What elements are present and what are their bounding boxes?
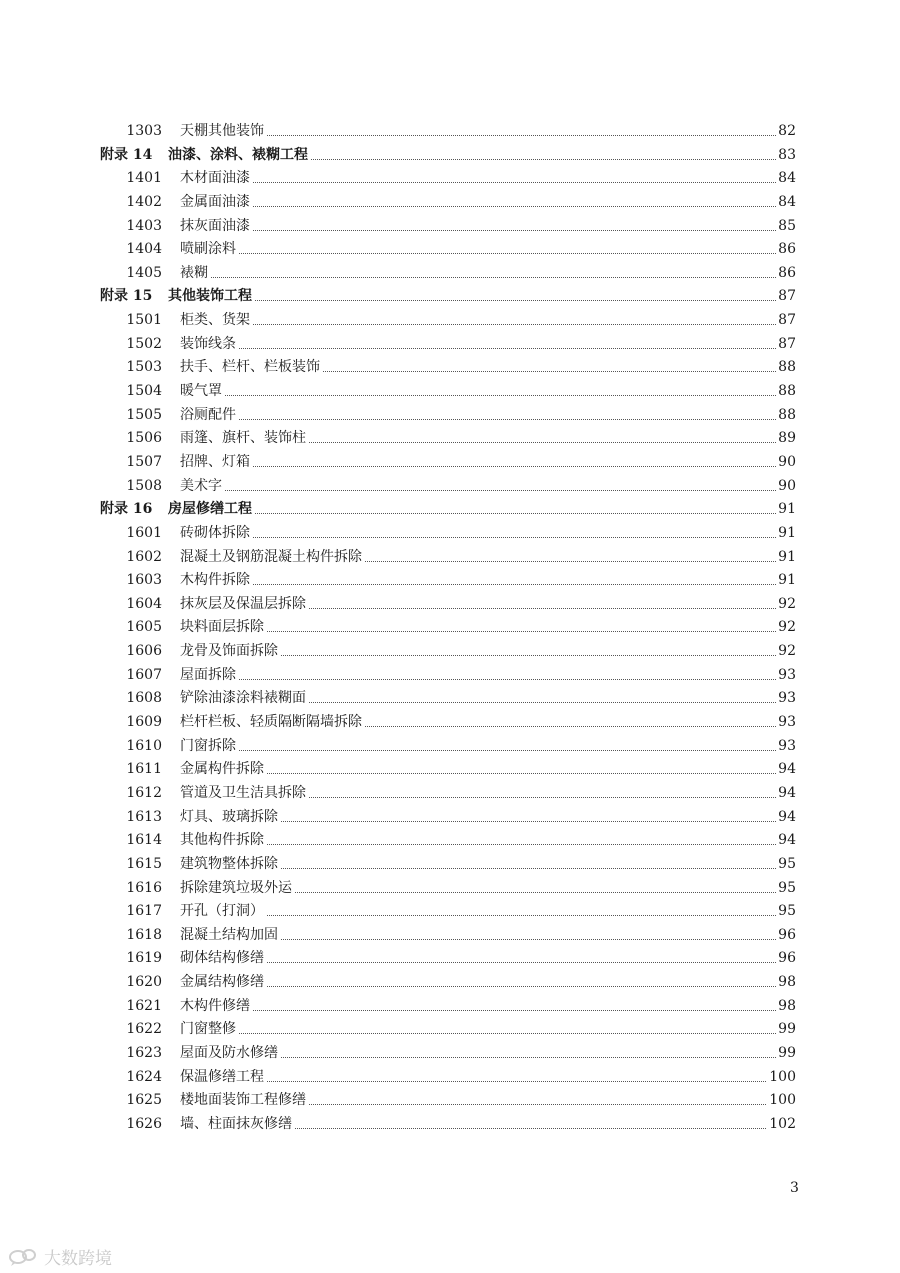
dot-leader [180, 490, 796, 491]
toc-entry-code: 1602 [126, 548, 162, 565]
toc-entry-code: 1621 [126, 997, 162, 1014]
toc-entry-code: 1401 [126, 170, 162, 187]
dot-leader [180, 206, 796, 207]
dot-leader [180, 1010, 796, 1011]
toc-entry-page: 96 [776, 947, 796, 971]
toc-entry-code: 1605 [126, 619, 162, 636]
toc-entry-title: 砖砌体拆除 [180, 522, 252, 546]
toc-entry-page: 95 [776, 900, 796, 924]
dot-leader [180, 537, 796, 538]
toc-entry-page: 94 [776, 782, 796, 806]
toc-entry-page: 86 [776, 262, 796, 286]
dot-leader [180, 135, 796, 136]
toc-entry-row[interactable] [0, 640, 900, 664]
toc-entry-title: 块料面层拆除 [180, 616, 266, 640]
dot-leader [180, 253, 796, 254]
dot-leader [180, 182, 796, 183]
toc-entry-page: 84 [776, 167, 796, 191]
toc-entry-title: 龙骨及饰面拆除 [180, 640, 280, 664]
toc-entry-code: 1619 [126, 950, 162, 967]
toc-entry-row[interactable] [0, 782, 900, 806]
toc-entry-title: 屋面及防水修缮 [180, 1042, 280, 1066]
toc-entry-title: 管道及卫生洁具拆除 [180, 782, 308, 806]
toc-entry-code: 1609 [126, 714, 162, 731]
dot-leader [180, 419, 796, 420]
toc-entry-row[interactable] [0, 475, 900, 499]
toc-entry-title: 金属构件拆除 [180, 758, 266, 782]
toc-entry-row[interactable] [0, 427, 900, 451]
toc-entry-code: 1405 [126, 264, 162, 281]
toc-entry-row[interactable] [0, 569, 900, 593]
toc-entry-page: 96 [776, 924, 796, 948]
toc-entry-page: 93 [776, 735, 796, 759]
toc-entry-title: 柜类、货架 [180, 309, 252, 333]
dot-leader [180, 1033, 796, 1034]
toc-entry-code: 1612 [126, 784, 162, 801]
toc-entry-title: 雨篷、旗杆、装饰柱 [180, 427, 308, 451]
toc-appendix-row[interactable] [0, 285, 900, 309]
toc-entry-page: 91 [776, 522, 796, 546]
toc-entry-row[interactable] [0, 191, 900, 215]
table-of-contents [0, 120, 900, 1137]
toc-entry-row[interactable] [0, 853, 900, 877]
toc-entry-page: 88 [776, 380, 796, 404]
toc-entry-code: 1625 [126, 1092, 162, 1109]
toc-entry-page: 93 [776, 711, 796, 735]
toc-entry-row[interactable] [0, 1018, 900, 1042]
toc-entry-code: 1601 [126, 524, 162, 541]
toc-entry-row[interactable] [0, 262, 900, 286]
dot-leader [180, 584, 796, 585]
toc-entry-title: 屋面拆除 [180, 664, 238, 688]
toc-entry-code: 1303 [126, 123, 162, 139]
toc-entry-row[interactable] [0, 380, 900, 404]
dot-leader [180, 679, 796, 680]
toc-entry-title: 拆除建筑垃圾外运 [180, 877, 294, 901]
toc-entry-title: 其他构件拆除 [180, 829, 266, 853]
dot-leader [180, 466, 796, 467]
dot-leader [180, 773, 796, 774]
toc-entry-title: 栏杆栏板、轻质隔断隔墙拆除 [180, 711, 364, 735]
toc-entry-page: 89 [776, 427, 796, 451]
toc-entry-code: 附录 15 [100, 288, 153, 305]
dot-leader [180, 348, 796, 349]
toc-entry-title: 喷刷涂料 [180, 238, 238, 262]
toc-entry-page: 88 [776, 356, 796, 380]
toc-entry-title: 金属结构修缮 [180, 971, 266, 995]
dot-leader [168, 513, 796, 514]
toc-entry-code: 1608 [126, 690, 162, 707]
toc-entry-page: 83 [776, 144, 796, 168]
toc-entry-row[interactable] [0, 758, 900, 782]
toc-appendix-row[interactable] [0, 498, 900, 522]
dot-leader [180, 962, 796, 963]
toc-entry-title: 门窗拆除 [180, 735, 238, 759]
toc-entry-row[interactable] [0, 451, 900, 475]
toc-entry-row[interactable] [0, 877, 900, 901]
toc-entry-row[interactable] [0, 664, 900, 688]
toc-entry-title: 抹灰面油漆 [180, 215, 252, 239]
toc-entry-title: 铲除油漆涂料裱糊面 [180, 687, 308, 711]
toc-entry-row[interactable] [0, 1042, 900, 1066]
toc-entry-row[interactable] [0, 711, 900, 735]
toc-entry-page: 87 [776, 309, 796, 333]
toc-entry-page: 94 [776, 806, 796, 830]
toc-entry-page: 87 [776, 333, 796, 357]
toc-entry-page: 100 [767, 1066, 796, 1090]
toc-entry-title: 墙、柱面抹灰修缮 [180, 1113, 294, 1137]
toc-entry-code: 1607 [126, 666, 162, 683]
toc-entry-row[interactable] [0, 238, 900, 262]
toc-entry-code: 1505 [126, 406, 162, 423]
toc-entry-page: 102 [767, 1113, 796, 1137]
toc-entry-title: 天棚其他装饰 [180, 120, 266, 144]
toc-entry-title: 裱糊 [180, 262, 210, 286]
toc-entry-page: 94 [776, 829, 796, 853]
toc-entry-row[interactable] [0, 215, 900, 239]
toc-entry-code: 1603 [126, 572, 162, 589]
toc-entry-page: 100 [767, 1089, 796, 1113]
toc-appendix-row[interactable] [0, 144, 900, 168]
toc-entry-code: 1503 [126, 359, 162, 376]
toc-entry-code: 1504 [126, 383, 162, 400]
toc-entry-row[interactable] [0, 356, 900, 380]
toc-entry-page: 91 [776, 546, 796, 570]
toc-entry-row[interactable] [0, 806, 900, 830]
toc-entry-row[interactable] [0, 947, 900, 971]
toc-entry-title: 开孔（打洞） [180, 900, 266, 924]
toc-entry-code: 1616 [126, 879, 162, 896]
toc-entry-code: 1622 [126, 1021, 162, 1038]
dot-leader [168, 300, 796, 301]
toc-entry-code: 1618 [126, 926, 162, 943]
toc-entry-code: 1507 [126, 453, 162, 470]
toc-entry-code: 1620 [126, 974, 162, 991]
toc-entry-row[interactable] [0, 616, 900, 640]
toc-entry-title: 门窗整修 [180, 1018, 238, 1042]
dot-leader [180, 750, 796, 751]
toc-entry-title: 扶手、栏杆、栏板装饰 [180, 356, 322, 380]
toc-entry-code: 1404 [126, 241, 162, 258]
toc-entry-title: 保温修缮工程 [180, 1066, 266, 1090]
toc-entry-row[interactable] [0, 522, 900, 546]
toc-entry-page: 91 [776, 569, 796, 593]
dot-leader [180, 230, 796, 231]
toc-entry-page: 87 [776, 285, 796, 309]
dot-leader [180, 1081, 796, 1082]
toc-entry-page: 82 [776, 120, 796, 144]
toc-entry-title: 木构件拆除 [180, 569, 252, 593]
toc-entry-row[interactable] [0, 1113, 900, 1137]
toc-entry-row[interactable] [0, 1089, 900, 1113]
page-number: 3 [790, 1180, 799, 1196]
toc-entry-code: 1604 [126, 595, 162, 612]
toc-entry-page: 91 [776, 498, 796, 522]
toc-entry-page: 92 [776, 640, 796, 664]
toc-entry-page: 94 [776, 758, 796, 782]
dot-leader [180, 324, 796, 325]
toc-entry-title: 浴厕配件 [180, 404, 238, 428]
toc-entry-title: 金属面油漆 [180, 191, 252, 215]
toc-entry-title: 美术字 [180, 475, 224, 499]
watermark [8, 1244, 112, 1269]
toc-entry-code: 1626 [126, 1115, 162, 1132]
toc-entry-code: 附录 16 [100, 501, 153, 518]
toc-entry-code: 1502 [126, 335, 162, 352]
toc-entry-title: 混凝土结构加固 [180, 924, 280, 948]
toc-entry-title: 装饰线条 [180, 333, 238, 357]
toc-entry-row[interactable] [0, 309, 900, 333]
toc-entry-row[interactable] [0, 829, 900, 853]
toc-entry-title: 建筑物整体拆除 [180, 853, 280, 877]
toc-entry-row[interactable] [0, 404, 900, 428]
toc-entry-code: 1402 [126, 193, 162, 210]
toc-entry-title: 房屋修缮工程 [168, 498, 254, 522]
dot-leader [180, 986, 796, 987]
toc-entry-code: 1624 [126, 1068, 162, 1085]
dot-leader [180, 395, 796, 396]
toc-entry-row[interactable] [0, 120, 900, 144]
toc-entry-code: 1508 [126, 477, 162, 494]
toc-entry-page: 92 [776, 593, 796, 617]
dot-leader [180, 277, 796, 278]
dot-leader [180, 631, 796, 632]
toc-entry-row[interactable] [0, 735, 900, 759]
toc-entry-page: 93 [776, 664, 796, 688]
toc-entry-title: 楼地面装饰工程修缮 [180, 1089, 308, 1113]
toc-entry-title: 灯具、玻璃拆除 [180, 806, 280, 830]
toc-entry-row[interactable] [0, 1066, 900, 1090]
toc-entry-title: 砌体结构修缮 [180, 947, 266, 971]
toc-entry-row[interactable] [0, 900, 900, 924]
toc-entry-code: 1606 [126, 643, 162, 660]
toc-entry-page: 90 [776, 475, 796, 499]
toc-entry-code: 1610 [126, 737, 162, 754]
toc-entry-page: 93 [776, 687, 796, 711]
toc-entry-page: 99 [776, 1042, 796, 1066]
toc-entry-code: 1501 [126, 312, 162, 329]
toc-entry-page: 99 [776, 1018, 796, 1042]
toc-entry-row[interactable] [0, 995, 900, 1019]
dot-leader [180, 915, 796, 916]
toc-entry-row[interactable] [0, 593, 900, 617]
toc-entry-code: 1615 [126, 855, 162, 872]
toc-entry-title: 木构件修缮 [180, 995, 252, 1019]
toc-entry-row[interactable] [0, 167, 900, 191]
toc-entry-page: 95 [776, 877, 796, 901]
toc-entry-page: 95 [776, 853, 796, 877]
toc-entry-page: 84 [776, 191, 796, 215]
toc-entry-page: 98 [776, 995, 796, 1019]
toc-entry-page: 85 [776, 215, 796, 239]
toc-entry-title: 其他装饰工程 [168, 285, 254, 309]
toc-entry-title: 抹灰层及保温层拆除 [180, 593, 308, 617]
toc-entry-page: 90 [776, 451, 796, 475]
dot-leader [180, 844, 796, 845]
toc-entry-code: 1623 [126, 1044, 162, 1061]
toc-entry-code: 1617 [126, 903, 162, 920]
toc-entry-row[interactable] [0, 546, 900, 570]
toc-entry-code: 1613 [126, 808, 162, 825]
toc-entry-page: 98 [776, 971, 796, 995]
chat-bubble-icon [8, 1247, 38, 1267]
toc-entry-code: 1614 [126, 832, 162, 849]
toc-entry-row[interactable] [0, 687, 900, 711]
toc-entry-code: 1403 [126, 217, 162, 234]
toc-entry-row[interactable] [0, 971, 900, 995]
toc-entry-title: 招牌、灯箱 [180, 451, 252, 475]
toc-entry-title: 混凝土及钢筋混凝土构件拆除 [180, 546, 364, 570]
toc-entry-page: 88 [776, 404, 796, 428]
watermark-text: 大数跨境 [44, 1249, 112, 1269]
toc-entry-title: 油漆、涂料、裱糊工程 [168, 144, 310, 168]
toc-entry-code: 1611 [126, 761, 162, 778]
toc-entry-page: 92 [776, 616, 796, 640]
toc-entry-code: 1506 [126, 430, 162, 447]
toc-entry-title: 暖气罩 [180, 380, 224, 404]
toc-entry-title: 木材面油漆 [180, 167, 252, 191]
toc-entry-row[interactable] [0, 924, 900, 948]
toc-entry-code: 附录 14 [100, 146, 153, 163]
toc-entry-page: 86 [776, 238, 796, 262]
toc-entry-row[interactable] [0, 333, 900, 357]
